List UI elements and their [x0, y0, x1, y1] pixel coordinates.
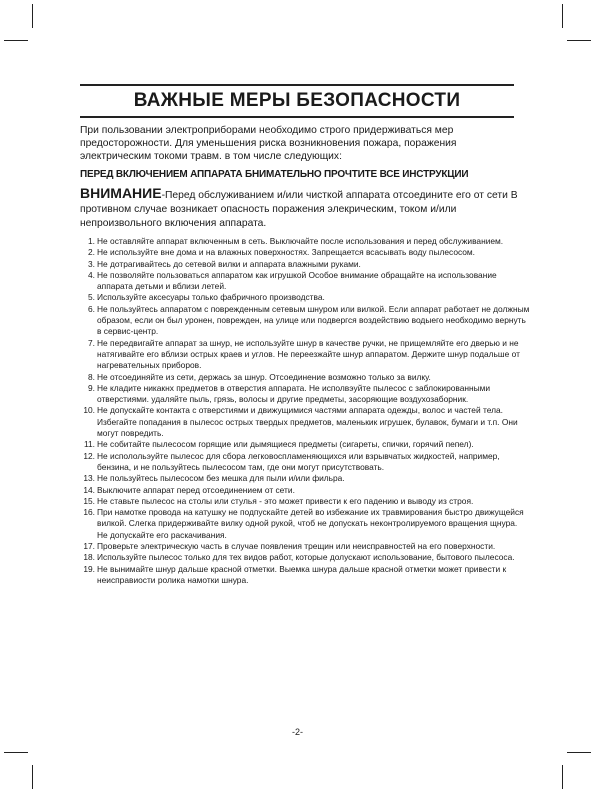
- item-text: Выключите аппарат перед отсоединением от сети.: [97, 484, 295, 495]
- item-text: Не позволяйте пользоваться аппаратом как игрушкой Особое внимание обращайте на использование аппарата детьми и вблизи летей.: [97, 269, 497, 292]
- item-number: 1.: [88, 236, 95, 246]
- warning-label: ВНИМАНИЕ: [80, 185, 162, 201]
- warning-paragraph: [80, 186, 530, 231]
- item-number: 8.: [88, 371, 95, 382]
- item-text: Не отсоединяйте из сети, держась за шнур. Отсоединение возможно только за вилку.: [97, 371, 431, 382]
- list-item: [80, 439, 530, 450]
- item-number: 14.: [83, 484, 95, 495]
- list-item: [80, 485, 530, 496]
- crop-mark: [567, 40, 591, 41]
- item-text: Используйте аксесуары только фабричного производства.: [97, 292, 325, 303]
- item-number: 19.: [83, 563, 95, 574]
- item-text: Не допускайте контакта с отверстиями и движущимися частями аппарата одежды, волос и частей тела. Избегайте попадания в пылесос острых твердых предметов, маленькик игрушек, булавок, бумаги и т.п. Они могут повредить.: [97, 405, 518, 439]
- page-number: -2-: [292, 727, 303, 737]
- item-number: 12.: [83, 450, 95, 461]
- item-text: Не передвигайте аппарат за шнур, не используйте шнур в качестве ручки, не прищемляйте его дверью и не натягивайте его вблизи острых краев и углов. Не переезжайте шнур аппаратом. Держите шнур подальше от нагревательных приборов.: [97, 337, 520, 371]
- item-number: 3.: [88, 258, 95, 269]
- page-title-box: [80, 84, 514, 118]
- page-title: ВАЖНЫЕ МЕРЫ БЕЗОПАСНОСТИ: [133, 90, 461, 111]
- crop-mark: [32, 4, 33, 28]
- item-text: При намотке провода на катушку не подпускайте детей во избежание их травмирования быстро движущейся вилкой. Слегка придерживайте вилку одной рукой, чтоб не допускать неконтролируемого вращения щнура. Не допускайте его раскачивания.: [97, 507, 524, 540]
- crop-mark: [562, 765, 563, 789]
- item-number: 16.: [83, 507, 95, 518]
- item-text: Не пользуйтесь аппаратом с поврежденным сетевым шнуром или вилкой. Если аппарат работает не должным образом, если он был уронен, поврежден, на улице или подвергся воздействию водыего необходимо вернуть в сервис-центр.: [97, 303, 530, 337]
- list-item: [80, 451, 530, 474]
- list-item: [80, 541, 530, 552]
- crop-mark: [32, 765, 33, 789]
- item-text: Не кладите никакнх предметов в отверстия аппарата. Не исполвэуйте пылесос с заблокированными отверстиями. удаляйте пыль, грязь, волосы и другие предметы, засоряющие воздухозаборник.: [97, 382, 491, 405]
- list-item: [80, 372, 530, 383]
- list-item: [80, 564, 530, 587]
- list-item: [80, 270, 530, 293]
- item-text: Не вынимайте шнур дальше красной отметки. Выемка шнура дальше красной отметки может привести к неисправиости ролика намотки шнура.: [97, 563, 507, 585]
- warning-text: -Перед обслуживанием и/или чисткой аппарата отсоедините его от сети В противном случае возникает опасность поражения элекрическим, током и/или непроизвольного включения аппарата.: [80, 190, 518, 229]
- list-item: [80, 552, 530, 563]
- item-number: 2.: [88, 247, 95, 258]
- intro-paragraph: При пользовании электроприборами необходимо строго придерживаться мер предосторожности. Для уменьшения риска возникновения пожара, поражения электрическим токоми травм. в том числе следующих:: [80, 125, 457, 162]
- instructions-heading: ПЕРЕД ВКЛЮЧЕНИЕМ АППАРАТА БНИМАТЕЛЬНО ПРОЧТИТЕ ВСЕ ИНСТРУКЦИИ: [80, 169, 469, 180]
- item-number: 4.: [88, 269, 95, 280]
- item-number: 9.: [88, 382, 95, 393]
- crop-mark: [567, 752, 591, 753]
- item-number: 13.: [83, 473, 95, 484]
- item-number: 18.: [83, 552, 95, 563]
- crop-mark: [562, 4, 563, 28]
- list-item: [80, 507, 530, 541]
- list-item: [80, 304, 530, 338]
- item-text: Проверьте электрическую часть в случае появления трещин или неисправностей на его поверхности.: [97, 541, 496, 552]
- list-item: [80, 338, 530, 372]
- list-item: [80, 292, 530, 303]
- item-number: 15.: [83, 495, 95, 506]
- item-text: Не дотрагивайтесь до сетевой вилки и аппарата влажными руками.: [97, 258, 361, 269]
- crop-mark: [4, 752, 28, 753]
- item-text: Не собитайте пылесосом горящие или дымящиеся предметы (сигареты, спички, горячий пепел).: [97, 439, 474, 450]
- list-item: [80, 405, 530, 439]
- item-number: 5.: [88, 292, 95, 303]
- list-item: [80, 247, 530, 258]
- list-item: [80, 259, 530, 270]
- list-item: [80, 496, 530, 507]
- item-text: Не используйте вне дома и на влажных поверхностях. Запрещается всасывать воду пылесосом.: [97, 247, 475, 258]
- crop-mark: [4, 40, 28, 41]
- item-text: Не исполольэуйте пылесос для сбора легковоспламеняющихся или взрывчатых жидкостей, например, бензина, и не пользуйтесь пылесосом там, где они могут присутствовать.: [97, 450, 500, 472]
- item-text: Не оставляйте аппарат включенным в сеть. Выключайте после использования и перед обслуживанием.: [97, 236, 504, 246]
- safety-list: [80, 236, 530, 586]
- item-number: 7.: [88, 337, 95, 348]
- item-text: Не пользуйтесь пылесосом без мешка для пыли и/или фильра.: [97, 473, 345, 484]
- item-number: 11.: [83, 439, 95, 450]
- list-item: [80, 236, 530, 247]
- item-number: 6.: [88, 303, 95, 314]
- list-item: [80, 383, 530, 406]
- list-item: [80, 473, 530, 484]
- item-number: 17.: [83, 541, 95, 552]
- item-text: Используйте пылесос только для тех видов работ, которые долускают использование, бытового пылесоса.: [97, 552, 515, 563]
- item-text: Не ставьте пылесос на столы или стулья - это может привести к его падению и выводу из строя.: [97, 495, 474, 506]
- item-number: 10.: [83, 405, 95, 416]
